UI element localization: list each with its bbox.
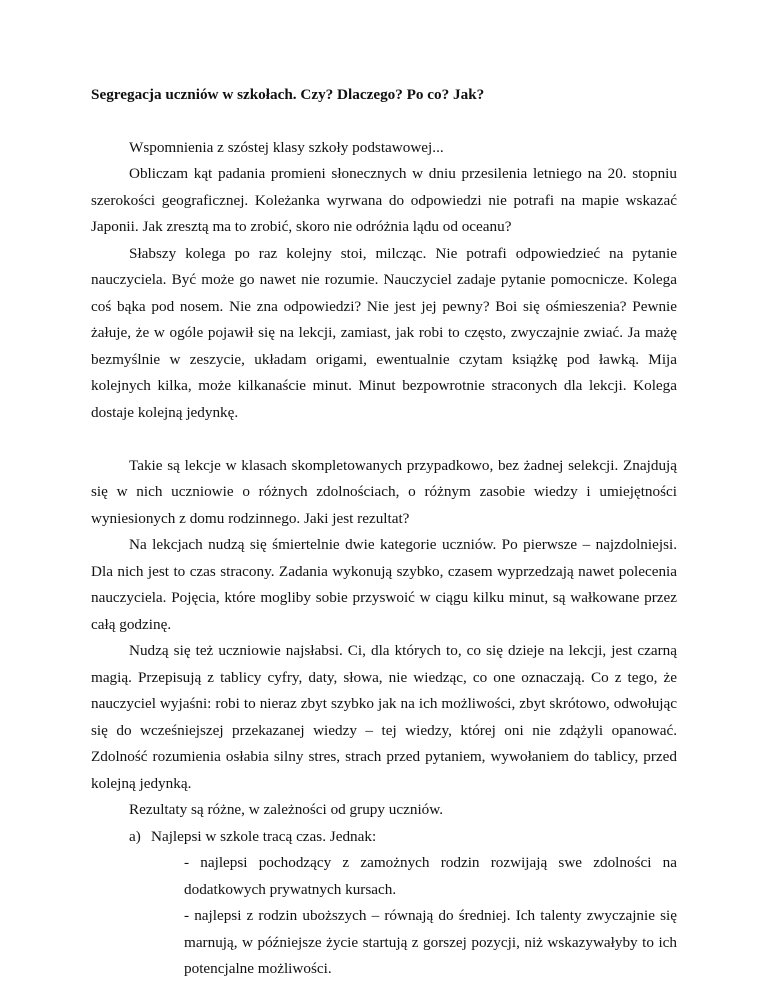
paragraph-most-gifted: Na lekcjach nudzą się śmiertelnie dwie kategorie uczniów. Po pierwsze – najzdolniejsi. Dla nich jest to czas stracony. Zadania wykonują szybko, czasem wyprzedzają nawet polecenia nauczyciela. Pojęcia, które mogliby sobie przyswoić w ciągu kilku minut, są wałkowane przez całą godzinę.: [91, 536, 677, 633]
list-item-text: Najlepsi w szkole tracą czas. Jednak:: [151, 827, 377, 845]
paragraph-weaker-colleague: Słabszy kolega po raz kolejny stoi, milcząc. Nie potrafi odpowiedzieć na pytanie nauczyciela. Być może go nawet nie rozumie. Nauczyciel zadaje pytanie pomocnicze. Kolega coś bąka pod nosem. Nie zna odpowiedzi? Nie jest jej pewny? Boi się ośmieszenia? Pewnie żałuje, że w ogóle pojawił się na lekcji, zamiast, jak robi to często, zwyczajnie zwiać. Ja mażę bezmyślnie w zeszycie, układam origami, ewentualnie czytam książkę pod ławką. Mija kolejnych kilka, może kilkanaście minut. Minut bezpowrotnie straconych dla lekcji. Kolega dostaje kolejną jedynkę.: [91, 244, 677, 421]
paragraph-results: Rezultaty są różne, w zależności od grupy uczniów.: [129, 801, 444, 818]
document-title: Segregacja uczniów w szkołach. Czy? Dlaczego? Po co? Jak?: [91, 86, 485, 103]
sublist-item-wealthy: - najlepsi pochodzący z zamożnych rodzin rozwijają swe zdolności na dodatkowych prywatnych kursach.: [184, 854, 677, 898]
document-page: [91, 82, 677, 983]
paragraph-geography: Obliczam kąt padania promieni słonecznych w dniu przesilenia letniego na 20. stopniu szerokości geograficznej. Koleżanka wyrwana do odpowiedzi nie potrafi na mapie wskazać Japonii. Jak zresztą ma to zrobić, skoro nie odróżnia lądu od oceanu?: [91, 165, 677, 235]
sublist: [184, 850, 677, 983]
paragraph-weakest: Nudzą się też uczniowie najsłabsi. Ci, dla których to, co się dzieje na lekcji, jest czarną magią. Przepisują z tablicy cyfry, daty, słowa, nie wiedząc, co one oznaczają. Co z tego, że nauczyciel wyjaśni: robi to nieraz zbyt szybko jak na ich możliwości, zbyt skrótowo, odwołując się do wcześniejszej przekazanej wiedzy – tej wiedzy, której oni nie zdążyli opanować. Zdolność rozumienia osłabia silny stres, strach przed pytaniem, wywołaniem do tablicy, przed kolejną jedynką.: [91, 642, 677, 792]
sublist-item-poorer: - najlepsi z rodzin uboższych – równają do średniej. Ich talenty zwyczajnie się marnują, w późniejsze życie startują z gorszej pozycji, niż wskazywałyby to ich potencjalne możliwości.: [184, 907, 677, 977]
list-marker: a): [129, 827, 141, 845]
paragraph-random-classes: Takie są lekcje w klasach skompletowanych przypadkowo, bez żadnej selekcji. Znajdują się w nich uczniowie o różnych zdolnościach, o różnym zasobie wiedzy i umiejętności wyniesionych z domu rodzinnego. Jaki jest rezultat?: [91, 456, 677, 527]
paragraph-memories: Wspomnienia z szóstej klasy szkoły podstawowej...: [129, 138, 444, 156]
list-item-a: [129, 824, 677, 851]
